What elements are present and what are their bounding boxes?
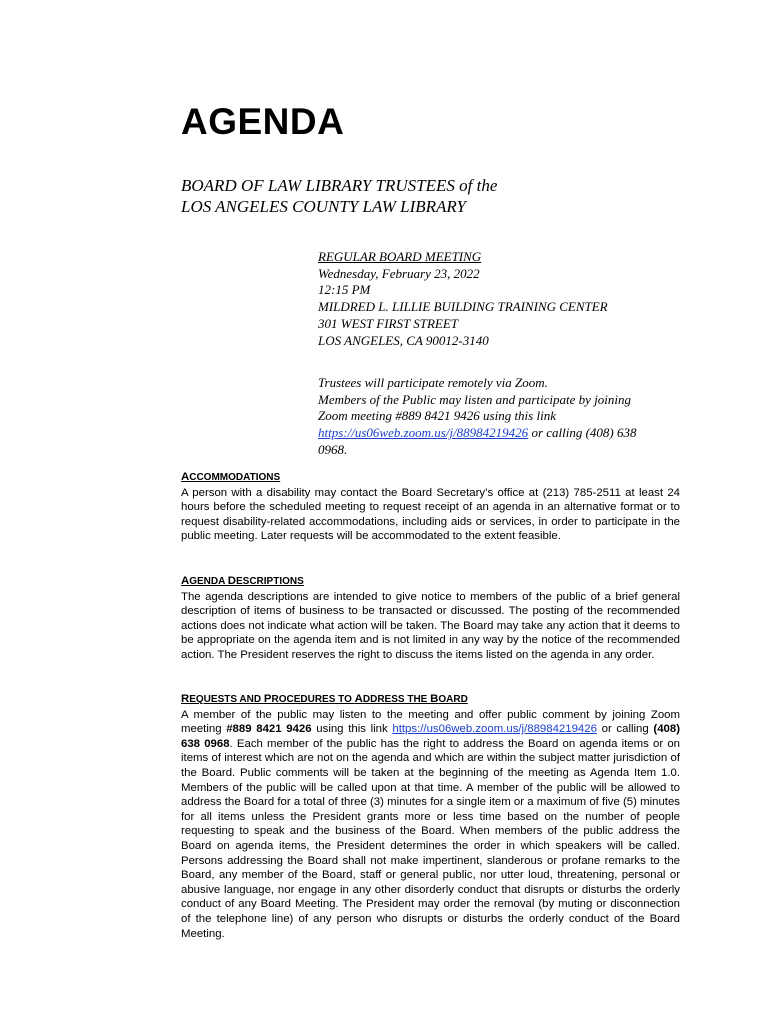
requests-body bbox=[181, 708, 680, 942]
board-heading bbox=[181, 175, 497, 217]
zoom-calling-text: or calling (408) 638 bbox=[528, 425, 637, 441]
zoom-notice-line-4 bbox=[318, 425, 688, 442]
meeting-city: LOS ANGELES, CA 90012-3140 bbox=[318, 332, 489, 348]
heading-rest: OARD bbox=[438, 694, 468, 705]
meeting-location: MILDRED L. LILLIE BUILDING TRAINING CENTER bbox=[318, 299, 608, 315]
meeting-time: 12:15 PM bbox=[318, 282, 371, 298]
agenda-descriptions-body: The agenda descriptions are intended to give notice to members of the public of a brief general description of items of business to be transacted or discussed. The posting of the recommended actions does not indicate what action will be taken. The Board may take any action that it deems to be appropriate on the agenda item and is not limited in any way by the notice of the recommended action. The President reserves the right to discuss the items listed on the agenda in any order. bbox=[181, 590, 680, 661]
heading-rest: ESCRIPTIONS bbox=[236, 576, 304, 587]
zoom-notice-line-1: Trustees will participate remotely via Zoom. bbox=[318, 375, 548, 390]
accommodations-body: A person with a disability may contact the Board Secretary’s office at (213) 785-2511 at least 24 hours before the scheduled meeting to request receipt of an agenda in an alternative format or to request disability-related accommodations, including aids or services, in order to participate in the public meeting. Later requests will be accommodated to the extent feasible. bbox=[181, 486, 680, 543]
heading-rest: DDRESS THE bbox=[362, 694, 431, 705]
board-heading-line-1: BOARD OF LAW LIBRARY TRUSTEES of the bbox=[181, 176, 498, 195]
agenda-descriptions-section bbox=[181, 574, 680, 663]
heading-initial: A bbox=[181, 471, 190, 483]
meeting-id: #889 8421 9426 bbox=[226, 723, 312, 736]
heading-initial: B bbox=[430, 693, 439, 705]
page-title: AGENDA bbox=[181, 101, 345, 142]
requests-using-link: using this link bbox=[311, 723, 393, 736]
requests-section bbox=[181, 692, 680, 941]
phone-number: (408) 638 0968 bbox=[181, 723, 680, 750]
requests-heading bbox=[181, 692, 680, 708]
requests-or-calling: or calling bbox=[596, 723, 654, 736]
heading-rest: CCOMMODATIONS bbox=[189, 472, 281, 483]
board-heading-line-2: LOS ANGELES COUNTY LAW LIBRARY bbox=[181, 197, 466, 216]
heading-rest: EQUESTS AND bbox=[189, 694, 264, 705]
requests-intro: A member of the public may listen to the meeting and offer public comment by joining Zoom meeting bbox=[181, 708, 680, 736]
heading-initial: D bbox=[227, 575, 236, 587]
meeting-date: Wednesday, February 23, 2022 bbox=[318, 265, 480, 281]
heading-initial: A bbox=[354, 693, 363, 705]
heading-rest: ROCEDURES TO bbox=[271, 694, 355, 705]
zoom-notice-line-2: Members of the Public may listen and participate by joining bbox=[318, 391, 632, 407]
zoom-notice-line-5: 0968. bbox=[318, 441, 348, 457]
meeting-details bbox=[318, 249, 688, 349]
agenda-descriptions-heading bbox=[181, 574, 680, 590]
accommodations-section bbox=[181, 470, 680, 544]
zoom-notice bbox=[318, 375, 688, 459]
heading-initial: P bbox=[263, 693, 272, 705]
heading-initial: R bbox=[181, 693, 190, 705]
requests-zoom-link[interactable]: https://us06web.zoom.us/j/88984219426 bbox=[392, 723, 597, 736]
heading-rest: GENDA bbox=[189, 576, 228, 587]
heading-initial: A bbox=[181, 575, 190, 587]
meeting-street: 301 WEST FIRST STREET bbox=[318, 315, 459, 331]
meeting-type: REGULAR BOARD MEETING bbox=[318, 249, 482, 264]
zoom-notice-line-3: Zoom meeting #889 8421 9426 using this link bbox=[318, 408, 556, 424]
accommodations-heading bbox=[181, 470, 680, 486]
zoom-link[interactable]: https://us06web.zoom.us/j/88984219426 bbox=[318, 425, 529, 441]
requests-body-text: . Each member of the public has the right to address the Board on agenda items or on items of interest which are not on the agenda and which are within the subject matter jurisdiction of the Board. Public comments will be taken at the beginning of the meeting as Agenda Item 1.0. Members of the public will be called upon at that time. A member of the public will be allowed to address the Board for a total of three (3) minutes for a single item or a maximum of five (5) minutes for all items unless the President grants more or less time based on the number of people requesting to speak and the business of the Board. When members of the public address the Board on agenda items, the President determines the order in which speakers will be called. Persons addressing the Board shall not make impertinent, slanderous or profane remarks to the Board, any member of the Board, staff or general public, nor utter loud, threatening, personal or abusive language, nor engage in any other disorderly conduct that disrupts or disturbs the orderly conduct of any Board Meeting. The President may order the removal (by muting or disconnection of the telephone line) of any person who disrupts or disturbs the orderly conduct of the Board Meeting. bbox=[181, 737, 680, 940]
